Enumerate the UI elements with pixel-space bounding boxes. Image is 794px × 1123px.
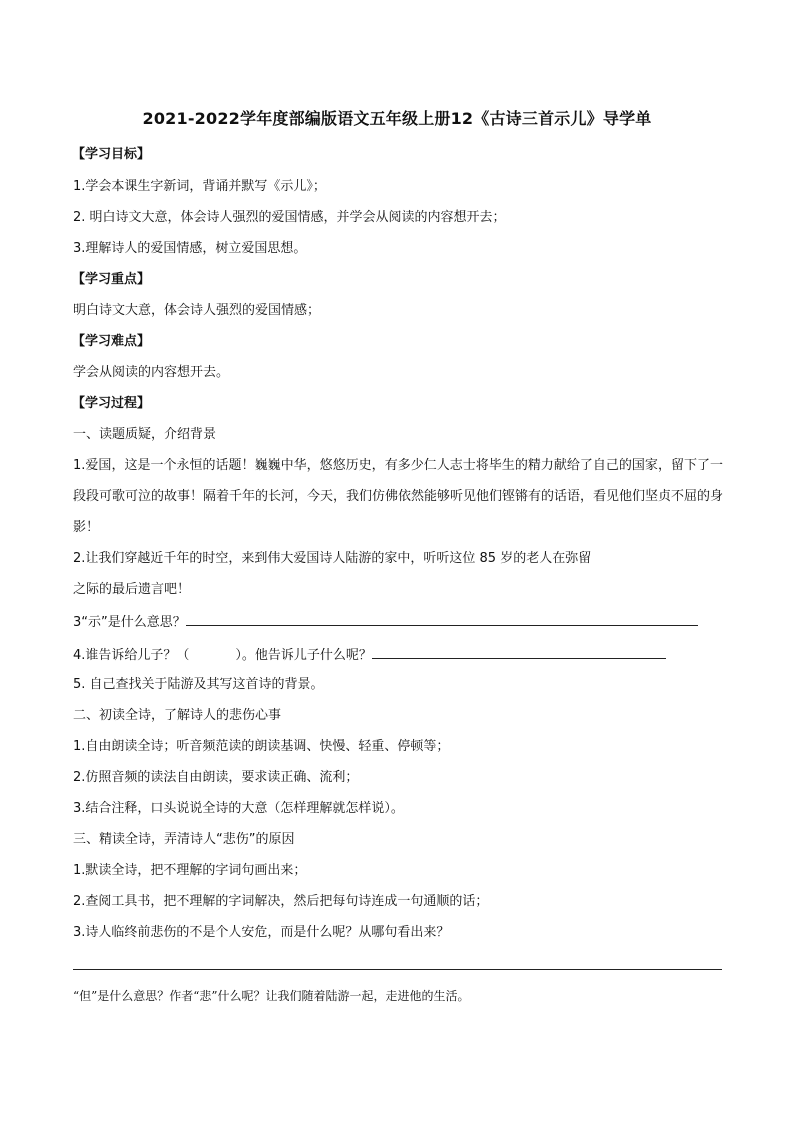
difficulty-heading: 【学习难点】 <box>72 334 151 349</box>
goals-heading: 【学习目标】 <box>72 147 151 162</box>
goal-item-2: 2. 明白诗文大意，体会诗人强烈的爱国情感，并学会从阅读的内容想开去； <box>73 210 506 225</box>
question-5: 5. 自己查找关于陆游及其写这首诗的背景。 <box>73 677 324 692</box>
process-heading: 【学习过程】 <box>72 396 151 411</box>
part3-item-2: 2.查阅工具书，把不理解的字词解决，然后把每句诗连成一句通顺的话； <box>73 894 489 909</box>
part2-item-3: 3.结合注释，口头说说全诗的大意（怎样理解就怎样说）。 <box>73 801 404 816</box>
part3-item-1: 1.默读全诗，把不理解的字词句画出来； <box>73 863 307 878</box>
part3-item-3: 3.诗人临终前悲伤的不是个人安危，而是什么呢？从哪句看出来？ <box>73 925 450 940</box>
answer-blank-3[interactable] <box>186 612 698 626</box>
answer-blank-4[interactable] <box>372 645 666 659</box>
question-3 <box>73 612 698 632</box>
answer-line[interactable] <box>73 969 722 970</box>
question-4-text-a: 4.谁告诉给儿子？（ <box>73 648 190 663</box>
part3-heading: 三、精读全诗，弄清诗人“悲伤”的原因 <box>73 832 295 847</box>
part2-item-2: 2.仿照音频的读法自由朗读，要求读正确、流利； <box>73 770 359 785</box>
question-4-text-b: ）。他告诉儿子什么呢？ <box>235 648 372 663</box>
part3-footnote: “但”是什么意思？作者“悲”什么呢？让我们随着陆游一起，走进他的生活。 <box>73 989 470 1003</box>
goal-item-1: 1.学会本课生字新词，背诵并默写《示儿》； <box>73 179 326 194</box>
question-4 <box>73 645 666 665</box>
part1-paragraph-2-line1: 2.让我们穿越近千年的时空，来到伟大爱国诗人陆游的家中，听听这位 85 岁的老人在弥留 <box>73 551 592 566</box>
part2-heading: 二、初读全诗，了解诗人的悲伤心事 <box>73 708 282 723</box>
part1-heading: 一、读题质疑，介绍背景 <box>73 427 217 442</box>
page-title: 2021-2022学年度部编版语文五年级上册12《古诗三首示儿》导学单 <box>142 109 652 128</box>
key-heading: 【学习重点】 <box>72 272 151 287</box>
part1-paragraph-2-line2: 之际的最后遗言吧！ <box>73 582 191 597</box>
question-3-text: 3“示”是什么意思？ <box>73 615 186 630</box>
goal-item-3: 3.理解诗人的爱国情感，树立爱国思想。 <box>73 241 307 256</box>
part1-paragraph-1: 1.爱国，这是一个永恒的话题！巍巍中华，悠悠历史，有多少仁人志士将毕生的精力献给了自己的国家，留下了一段段可歌可泣的故事！隔着千年的长河，今天，我们仿佛依然能够听见他们铿锵有的话语，看见他们坚贞不屈的身影！ <box>73 458 724 535</box>
key-text: 明白诗文大意，体会诗人强烈的爱国情感； <box>73 303 321 318</box>
part2-item-1: 1.自由朗读全诗；听音频范读的朗读基调、快慢、轻重、停顿等； <box>73 739 450 754</box>
difficulty-text: 学会从阅读的内容想开去。 <box>73 365 230 380</box>
